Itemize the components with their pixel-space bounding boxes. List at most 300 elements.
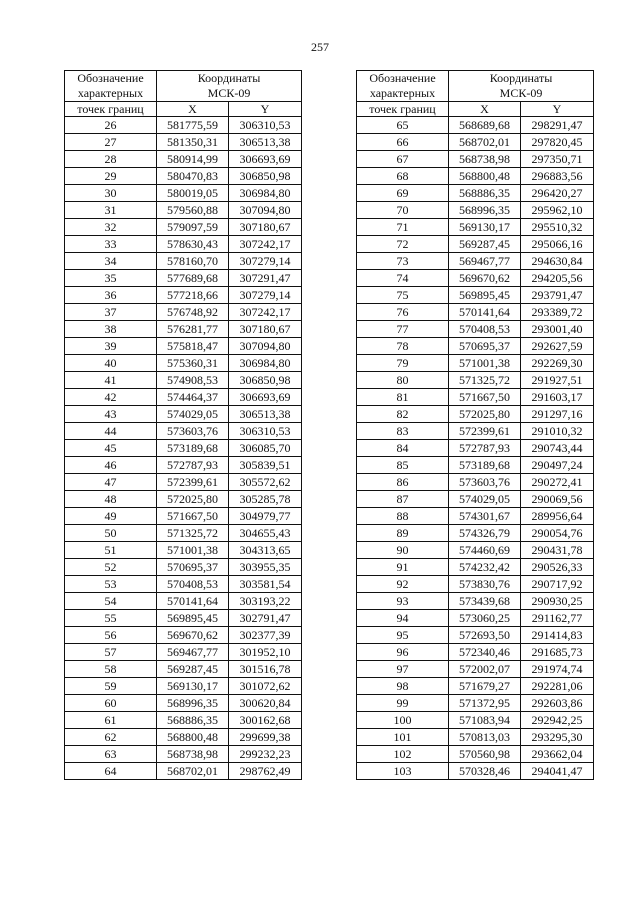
cell-x: 579097,59 (157, 219, 229, 236)
cell-y: 293295,30 (521, 729, 594, 746)
table-row (65, 525, 302, 542)
cell-y: 299699,38 (229, 729, 302, 746)
table-row (357, 508, 594, 525)
cell-x: 572787,93 (449, 440, 521, 457)
cell-point-number: 35 (65, 270, 157, 287)
cell-point-number: 41 (65, 372, 157, 389)
cell-point-number: 102 (357, 746, 449, 763)
cell-x: 568886,35 (449, 185, 521, 202)
cell-x: 571325,72 (157, 525, 229, 542)
table-row (65, 440, 302, 457)
cell-y: 292281,06 (521, 678, 594, 695)
table-row (357, 185, 594, 202)
table-row (357, 372, 594, 389)
table-row (65, 185, 302, 202)
cell-x: 569130,17 (157, 678, 229, 695)
cell-y: 303955,35 (229, 559, 302, 576)
cell-point-number: 72 (357, 236, 449, 253)
cell-x: 577689,68 (157, 270, 229, 287)
table-row (357, 253, 594, 270)
cell-y: 291297,16 (521, 406, 594, 423)
cell-y: 306984,80 (229, 185, 302, 202)
cell-point-number: 92 (357, 576, 449, 593)
cell-x: 571001,38 (449, 355, 521, 372)
table-row (357, 729, 594, 746)
header-label-line-2: характерных (369, 86, 436, 100)
cell-x: 574464,37 (157, 389, 229, 406)
cell-y: 307279,14 (229, 287, 302, 304)
table-row (65, 610, 302, 627)
cell-point-number: 75 (357, 287, 449, 304)
table-row (65, 695, 302, 712)
cell-x: 568996,35 (449, 202, 521, 219)
cell-point-number: 94 (357, 610, 449, 627)
cell-x: 575360,31 (157, 355, 229, 372)
table-row (65, 117, 302, 134)
cell-y: 293001,40 (521, 321, 594, 338)
cell-point-number: 61 (65, 712, 157, 729)
cell-y: 295510,32 (521, 219, 594, 236)
cell-x: 568800,48 (157, 729, 229, 746)
cell-y: 293662,04 (521, 746, 594, 763)
cell-x: 569670,62 (157, 627, 229, 644)
cell-x: 568702,01 (157, 763, 229, 780)
table-row (357, 151, 594, 168)
table-row (65, 576, 302, 593)
column-header-point-label (65, 71, 157, 102)
table-row (65, 253, 302, 270)
cell-y: 301072,62 (229, 678, 302, 695)
cell-x: 570560,98 (449, 746, 521, 763)
cell-x: 568738,98 (449, 151, 521, 168)
cell-y: 297820,45 (521, 134, 594, 151)
cell-x: 570695,37 (449, 338, 521, 355)
cell-x: 572787,93 (157, 457, 229, 474)
cell-x: 576281,77 (157, 321, 229, 338)
cell-point-number: 54 (65, 593, 157, 610)
cell-y: 296420,27 (521, 185, 594, 202)
table-row (357, 287, 594, 304)
cell-x: 568689,68 (449, 117, 521, 134)
cell-y: 300620,84 (229, 695, 302, 712)
cell-x: 573439,68 (449, 593, 521, 610)
cell-y: 292627,59 (521, 338, 594, 355)
cell-y: 290526,33 (521, 559, 594, 576)
cell-point-number: 26 (65, 117, 157, 134)
cell-point-number: 96 (357, 644, 449, 661)
cell-x: 570328,46 (449, 763, 521, 780)
table-row (357, 746, 594, 763)
header-coords-line-1: Координаты (197, 71, 261, 85)
cell-x: 573830,76 (449, 576, 521, 593)
cell-y: 291685,73 (521, 644, 594, 661)
cell-point-number: 52 (65, 559, 157, 576)
cell-y: 306310,53 (229, 117, 302, 134)
cell-point-number: 97 (357, 661, 449, 678)
cell-x: 580914,99 (157, 151, 229, 168)
cell-x: 569467,77 (157, 644, 229, 661)
table-row (65, 593, 302, 610)
table-row (357, 576, 594, 593)
cell-point-number: 50 (65, 525, 157, 542)
cell-point-number: 32 (65, 219, 157, 236)
table-row (357, 610, 594, 627)
cell-point-number: 81 (357, 389, 449, 406)
table-row (357, 542, 594, 559)
table-row (65, 542, 302, 559)
table-row (357, 627, 594, 644)
cell-y: 307180,67 (229, 219, 302, 236)
cell-x: 571679,27 (449, 678, 521, 695)
cell-x: 569287,45 (157, 661, 229, 678)
cell-y: 304655,43 (229, 525, 302, 542)
cell-point-number: 47 (65, 474, 157, 491)
cell-point-number: 28 (65, 151, 157, 168)
table-row (357, 457, 594, 474)
cell-x: 574029,05 (449, 491, 521, 508)
cell-y: 306693,69 (229, 389, 302, 406)
cell-point-number: 88 (357, 508, 449, 525)
cell-point-number: 79 (357, 355, 449, 372)
cell-point-number: 76 (357, 304, 449, 321)
column-header-x: X (449, 102, 521, 117)
cell-point-number: 27 (65, 134, 157, 151)
cell-point-number: 60 (65, 695, 157, 712)
cell-x: 572002,07 (449, 661, 521, 678)
cell-y: 290717,92 (521, 576, 594, 593)
column-header-coordinates (449, 71, 594, 102)
header-label-line-1: Обозначение (369, 71, 436, 85)
cell-x: 568800,48 (449, 168, 521, 185)
cell-y: 304313,65 (229, 542, 302, 559)
cell-y: 291927,51 (521, 372, 594, 389)
cell-x: 573603,76 (157, 423, 229, 440)
table-row (65, 151, 302, 168)
cell-point-number: 74 (357, 270, 449, 287)
cell-x: 572399,61 (449, 423, 521, 440)
cell-point-number: 99 (357, 695, 449, 712)
cell-point-number: 36 (65, 287, 157, 304)
header-label-line-3: точек границ (357, 102, 449, 117)
cell-x: 569467,77 (449, 253, 521, 270)
cell-y: 293791,47 (521, 287, 594, 304)
table-row (357, 491, 594, 508)
table-row (65, 168, 302, 185)
cell-point-number: 87 (357, 491, 449, 508)
table-row (65, 389, 302, 406)
cell-x: 578630,43 (157, 236, 229, 253)
cell-point-number: 44 (65, 423, 157, 440)
page-number: 257 (311, 40, 329, 54)
table-row (357, 134, 594, 151)
header-coords-line-1: Координаты (489, 71, 553, 85)
cell-point-number: 71 (357, 219, 449, 236)
cell-x: 568702,01 (449, 134, 521, 151)
table-row (65, 287, 302, 304)
cell-y: 301952,10 (229, 644, 302, 661)
cell-y: 289956,64 (521, 508, 594, 525)
table-row (357, 474, 594, 491)
cell-point-number: 82 (357, 406, 449, 423)
coordinates-table-left (64, 70, 302, 780)
cell-y: 290069,56 (521, 491, 594, 508)
cell-point-number: 101 (357, 729, 449, 746)
table-row (65, 712, 302, 729)
cell-x: 572025,80 (157, 491, 229, 508)
table-row (357, 304, 594, 321)
table-row (65, 678, 302, 695)
header-label-line-3: точек границ (65, 102, 157, 117)
cell-point-number: 89 (357, 525, 449, 542)
table-row (357, 406, 594, 423)
table-row (357, 389, 594, 406)
table-row (65, 355, 302, 372)
cell-point-number: 80 (357, 372, 449, 389)
table-row (357, 236, 594, 253)
cell-x: 568886,35 (157, 712, 229, 729)
cell-y: 300162,68 (229, 712, 302, 729)
header-coords-line-2: МСК-09 (207, 86, 251, 100)
cell-x: 574301,67 (449, 508, 521, 525)
cell-point-number: 53 (65, 576, 157, 593)
table-row (357, 321, 594, 338)
cell-point-number: 78 (357, 338, 449, 355)
cell-y: 297350,71 (521, 151, 594, 168)
table-row (357, 593, 594, 610)
cell-x: 571372,95 (449, 695, 521, 712)
table-row (357, 117, 594, 134)
cell-y: 306850,98 (229, 168, 302, 185)
table-row (65, 474, 302, 491)
cell-point-number: 59 (65, 678, 157, 695)
cell-y: 303581,54 (229, 576, 302, 593)
column-header-x: X (157, 102, 229, 117)
cell-x: 570141,64 (449, 304, 521, 321)
cell-point-number: 30 (65, 185, 157, 202)
column-header-y: Y (521, 102, 594, 117)
cell-point-number: 56 (65, 627, 157, 644)
cell-x: 573189,68 (157, 440, 229, 457)
cell-x: 571667,50 (449, 389, 521, 406)
cell-y: 292603,86 (521, 695, 594, 712)
table-row (357, 355, 594, 372)
table-body-right (357, 117, 594, 780)
cell-y: 305839,51 (229, 457, 302, 474)
cell-x: 571083,94 (449, 712, 521, 729)
cell-y: 291010,32 (521, 423, 594, 440)
cell-y: 294041,47 (521, 763, 594, 780)
cell-y: 306513,38 (229, 406, 302, 423)
cell-y: 301516,78 (229, 661, 302, 678)
table-row (65, 661, 302, 678)
table-row (65, 423, 302, 440)
cell-y: 306693,69 (229, 151, 302, 168)
cell-x: 570141,64 (157, 593, 229, 610)
cell-x: 570408,53 (449, 321, 521, 338)
cell-x: 574232,42 (449, 559, 521, 576)
column-header-coordinates (157, 71, 302, 102)
cell-point-number: 55 (65, 610, 157, 627)
cell-x: 573189,68 (449, 457, 521, 474)
cell-point-number: 29 (65, 168, 157, 185)
table-row (65, 304, 302, 321)
cell-point-number: 65 (357, 117, 449, 134)
cell-y: 306085,70 (229, 440, 302, 457)
cell-point-number: 46 (65, 457, 157, 474)
cell-y: 307242,17 (229, 304, 302, 321)
cell-point-number: 84 (357, 440, 449, 457)
cell-x: 570813,03 (449, 729, 521, 746)
cell-x: 571667,50 (157, 508, 229, 525)
cell-point-number: 62 (65, 729, 157, 746)
cell-x: 572693,50 (449, 627, 521, 644)
table-row (357, 440, 594, 457)
cell-y: 298762,49 (229, 763, 302, 780)
table-row (65, 559, 302, 576)
cell-x: 572399,61 (157, 474, 229, 491)
cell-x: 579560,88 (157, 202, 229, 219)
cell-y: 293389,72 (521, 304, 594, 321)
cell-point-number: 31 (65, 202, 157, 219)
header-label-line-1: Обозначение (77, 71, 144, 85)
table-row (65, 134, 302, 151)
table-row (65, 202, 302, 219)
cell-point-number: 58 (65, 661, 157, 678)
cell-x: 568738,98 (157, 746, 229, 763)
cell-y: 307242,17 (229, 236, 302, 253)
cell-point-number: 68 (357, 168, 449, 185)
table-row (65, 236, 302, 253)
table-row (357, 559, 594, 576)
cell-y: 295962,10 (521, 202, 594, 219)
cell-y: 295066,16 (521, 236, 594, 253)
cell-x: 576748,92 (157, 304, 229, 321)
cell-x: 578160,70 (157, 253, 229, 270)
cell-y: 307180,67 (229, 321, 302, 338)
cell-y: 290497,24 (521, 457, 594, 474)
cell-point-number: 37 (65, 304, 157, 321)
cell-point-number: 100 (357, 712, 449, 729)
table-row (65, 338, 302, 355)
cell-y: 307094,80 (229, 202, 302, 219)
cell-y: 305285,78 (229, 491, 302, 508)
cell-y: 294205,56 (521, 270, 594, 287)
cell-y: 305572,62 (229, 474, 302, 491)
cell-y: 306984,80 (229, 355, 302, 372)
cell-y: 292942,25 (521, 712, 594, 729)
cell-x: 569895,45 (157, 610, 229, 627)
cell-point-number: 98 (357, 678, 449, 695)
cell-y: 294630,84 (521, 253, 594, 270)
table-row (65, 406, 302, 423)
table-row (357, 423, 594, 440)
cell-y: 290272,41 (521, 474, 594, 491)
table-row (65, 644, 302, 661)
table-row (357, 338, 594, 355)
cell-point-number: 103 (357, 763, 449, 780)
table-row (65, 729, 302, 746)
column-header-y: Y (229, 102, 302, 117)
cell-point-number: 42 (65, 389, 157, 406)
cell-y: 291414,83 (521, 627, 594, 644)
cell-point-number: 73 (357, 253, 449, 270)
cell-x: 569287,45 (449, 236, 521, 253)
column-header-point-label (357, 71, 449, 102)
cell-x: 574326,79 (449, 525, 521, 542)
cell-x: 574460,69 (449, 542, 521, 559)
coordinates-table-right (356, 70, 594, 780)
cell-y: 307279,14 (229, 253, 302, 270)
table-row (357, 661, 594, 678)
table-row (65, 491, 302, 508)
cell-point-number: 39 (65, 338, 157, 355)
table-row (65, 321, 302, 338)
table-row (65, 372, 302, 389)
cell-y: 290930,25 (521, 593, 594, 610)
cell-point-number: 77 (357, 321, 449, 338)
cell-x: 572025,80 (449, 406, 521, 423)
table-row (357, 219, 594, 236)
cell-point-number: 51 (65, 542, 157, 559)
cell-x: 573603,76 (449, 474, 521, 491)
cell-y: 298291,47 (521, 117, 594, 134)
cell-y: 291603,17 (521, 389, 594, 406)
cell-point-number: 40 (65, 355, 157, 372)
cell-point-number: 66 (357, 134, 449, 151)
cell-x: 572340,46 (449, 644, 521, 661)
cell-x: 569670,62 (449, 270, 521, 287)
cell-point-number: 48 (65, 491, 157, 508)
cell-x: 573060,25 (449, 610, 521, 627)
table-row (357, 168, 594, 185)
cell-y: 306850,98 (229, 372, 302, 389)
cell-y: 302377,39 (229, 627, 302, 644)
cell-x: 575818,47 (157, 338, 229, 355)
cell-point-number: 49 (65, 508, 157, 525)
cell-point-number: 34 (65, 253, 157, 270)
table-row (357, 678, 594, 695)
cell-point-number: 43 (65, 406, 157, 423)
table-body-left (65, 117, 302, 780)
table-row (65, 746, 302, 763)
cell-y: 292269,30 (521, 355, 594, 372)
table-row (357, 202, 594, 219)
cell-point-number: 85 (357, 457, 449, 474)
cell-point-number: 69 (357, 185, 449, 202)
cell-point-number: 95 (357, 627, 449, 644)
cell-y: 306310,53 (229, 423, 302, 440)
cell-x: 574029,05 (157, 406, 229, 423)
cell-y: 290743,44 (521, 440, 594, 457)
table-row (357, 695, 594, 712)
cell-x: 574908,53 (157, 372, 229, 389)
cell-point-number: 93 (357, 593, 449, 610)
table-row (357, 525, 594, 542)
header-label-line-2: характерных (77, 86, 144, 100)
cell-point-number: 57 (65, 644, 157, 661)
cell-x: 571325,72 (449, 372, 521, 389)
cell-point-number: 91 (357, 559, 449, 576)
cell-point-number: 64 (65, 763, 157, 780)
cell-y: 290054,76 (521, 525, 594, 542)
cell-y: 291974,74 (521, 661, 594, 678)
cell-point-number: 70 (357, 202, 449, 219)
cell-y: 290431,78 (521, 542, 594, 559)
cell-x: 569130,17 (449, 219, 521, 236)
cell-point-number: 67 (357, 151, 449, 168)
table-row (357, 270, 594, 287)
table-row (357, 644, 594, 661)
